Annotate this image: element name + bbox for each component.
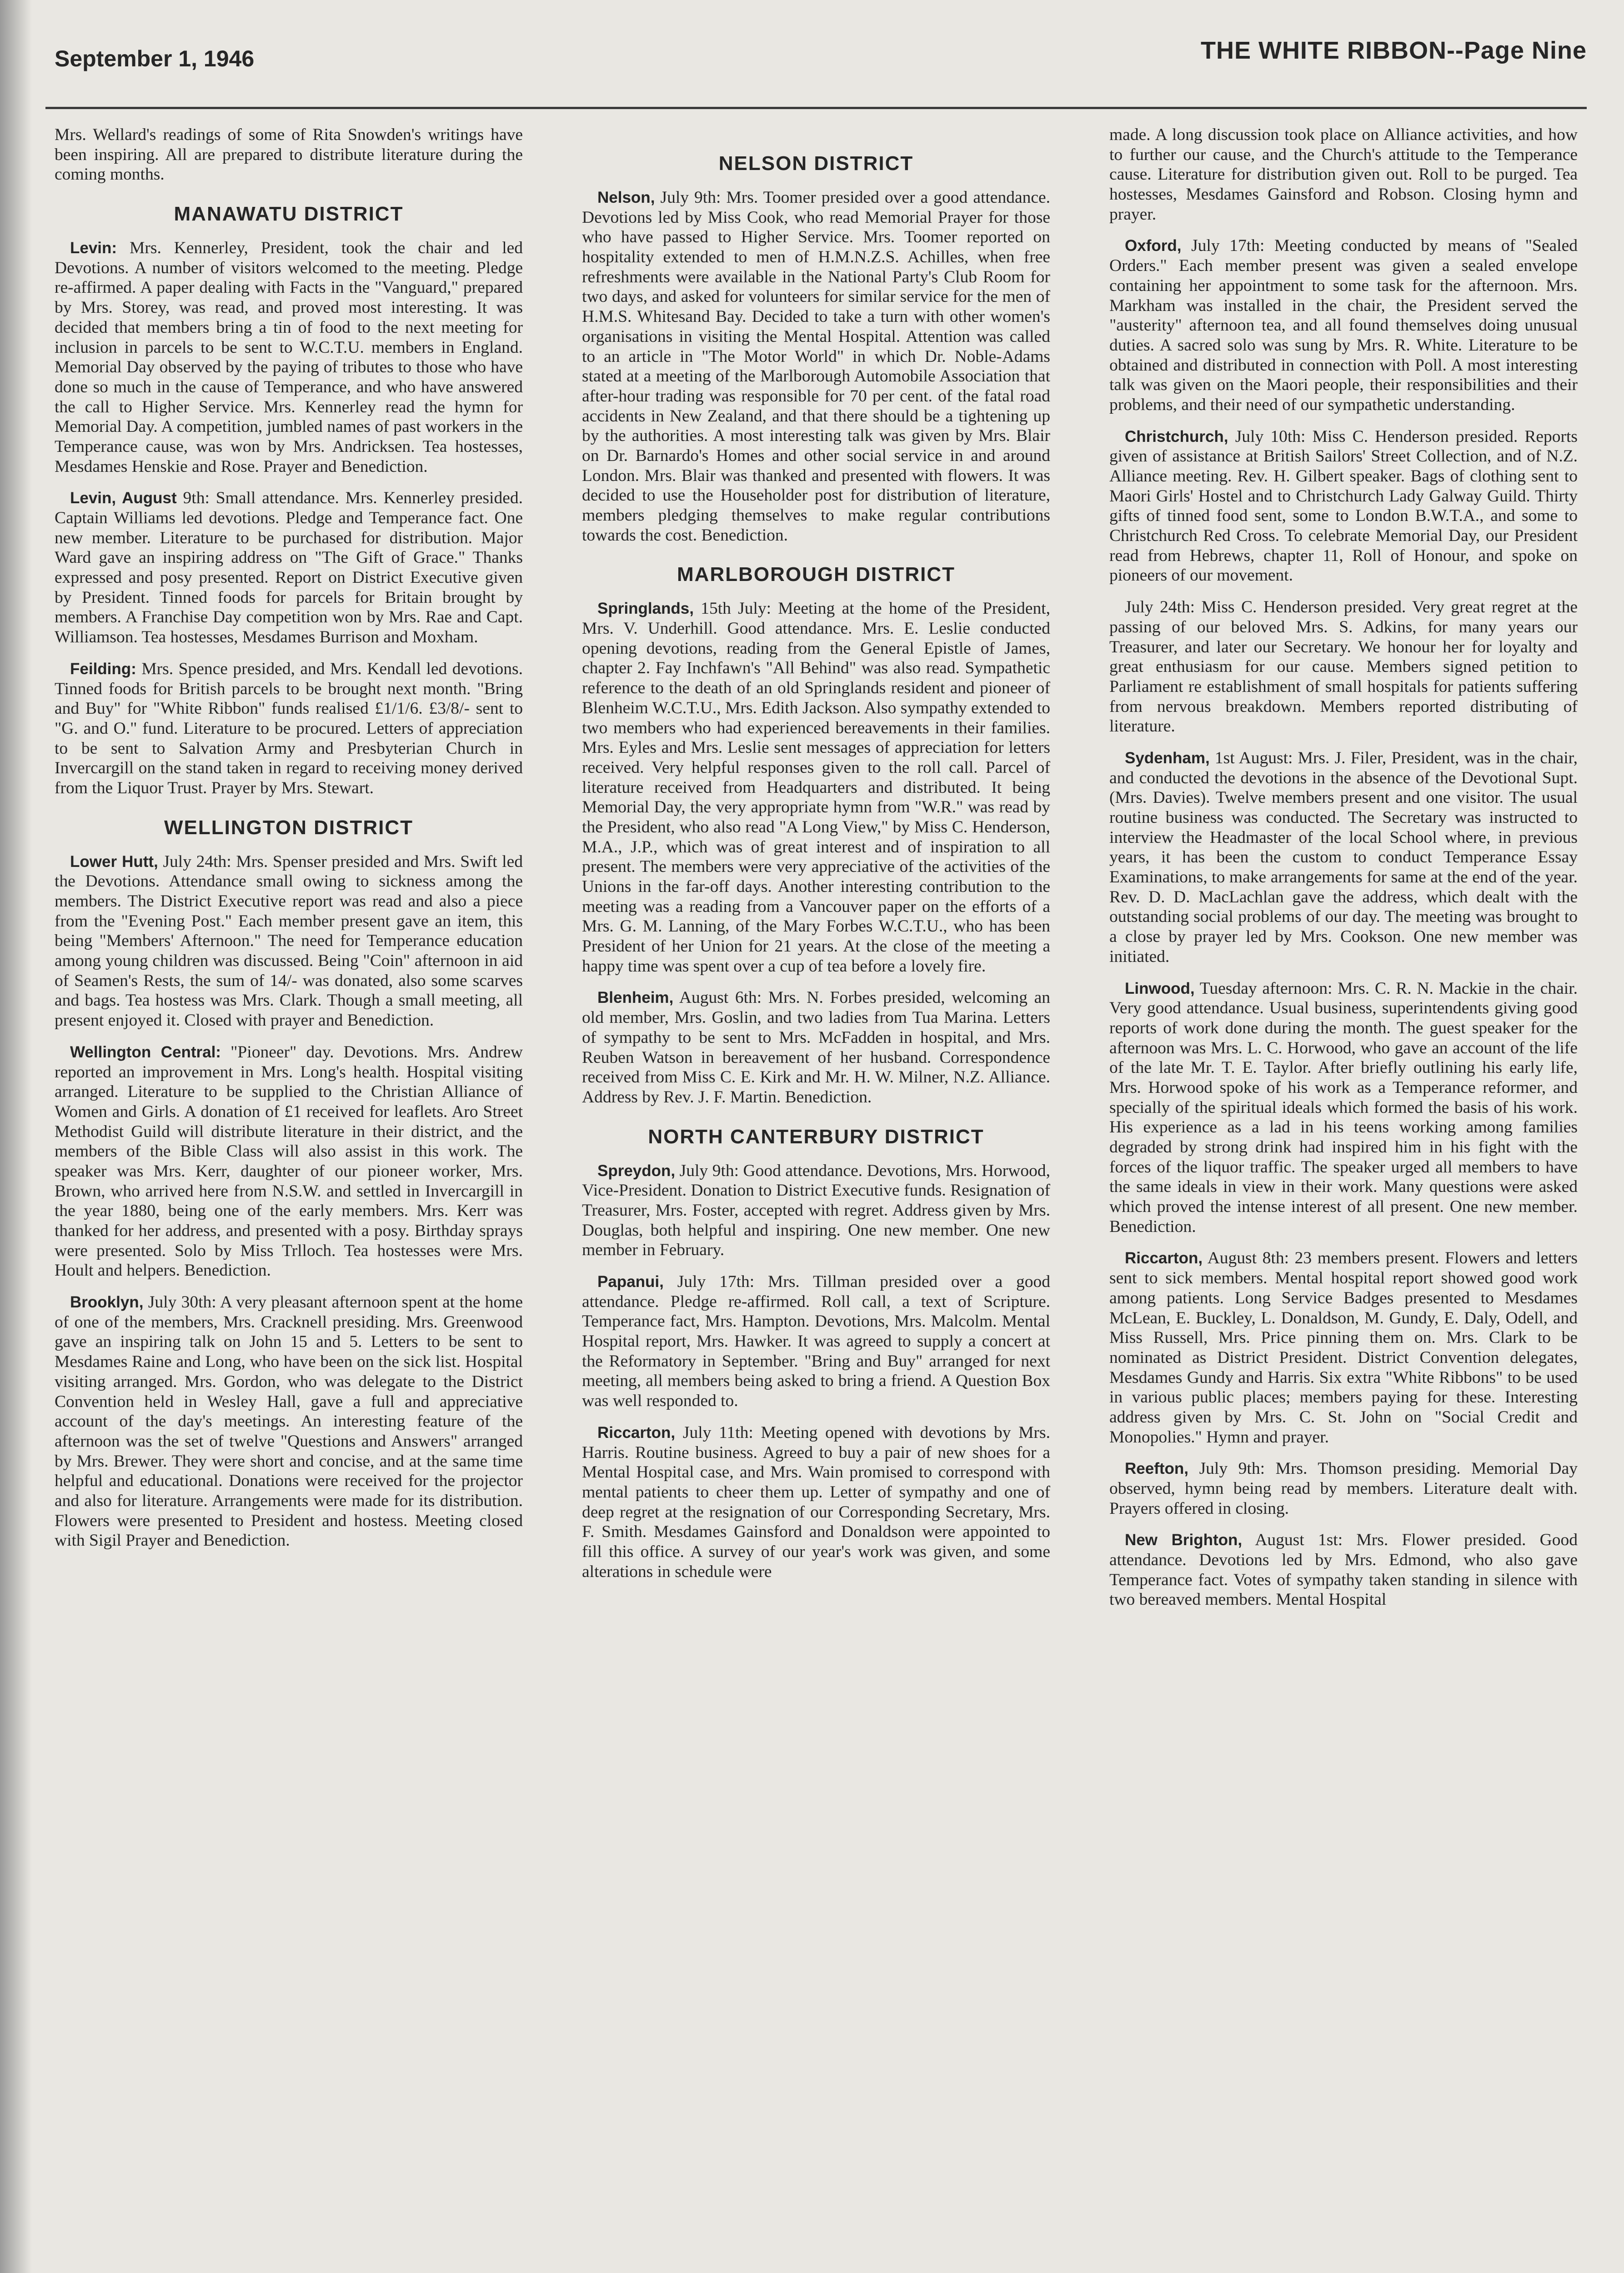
report-text: August 8th: 23 members present. Flowers and letters sent to sick members. Mental hospital report showed good work among patients. Long Service Badges presented to Mesdames McLean, E. Buckley, L. Donaldson, M. Gundy, E. Daly, Odell, and Miss Russell, Mrs. Price pinning them on. Mrs. Clark to be nominated as District President. District Convention delegates, Mesdames Gundy and Harris. Six extra "White Ribbons" to be used in various public places; members paying for these. Interesting address given by Mrs. C. St. John on "Social Credit and Monopolies." Hymn and prayer. [1109, 1249, 1578, 1447]
report-papanui [582, 1272, 1050, 1411]
report-text: August 6th: Mrs. N. Forbes presided, welcoming an old member, Mrs. Goslin, and two ladies from Tua Marina. Letters of sympathy to be sent to Mrs. McFadden in hospital, and Mrs. Reuben Watson in bereavement of her husband. Correspondence received from Miss C. E. Kirk and Mr. H. W. Milner, N.Z. Alliance. Address by Rev. J. F. Martin. Benediction. [582, 988, 1051, 1106]
report-brooklyn [55, 1292, 523, 1551]
report-text: Tuesday afternoon: Mrs. C. R. N. Mackie in the chair. Very good attendance. Usual business, superintendents giving good reports of work done during the month. The guest speaker for the afternoon was Mrs. L. C. Horwood, who gave an account of the life of the late Mr. T. E. Taylor. After briefly outlining his early life, Mrs. Horwood spoke of his work as a Temperance reformer, and specially of the spiritual ideals which formed the basis of his work. His experience as a lad in his teens working among families degraded by strong drink had inspired him in his fight with the forces of the liquor traffic. The speaker urged all members to have the same ideals in view in their work. Many questions were asked which proved the intense interest of all present. One new member. Benediction. [1109, 979, 1578, 1236]
report-text: July 24th: Mrs. Spenser presided and Mrs. Swift led the Devotions. Attendance small owing to sickness among the members. The District Executive report was read and also a piece from the "Evening Post." Each member present gave an item, this being "Members' Afternoon." The need for Temperance education among young children was discussed. Being "Coin" afternoon in aid of Seamen's Rests, the sum of 14/- was donated, also some scarves and bags. Tea hostess was Mrs. Clark. Though a small meeting, all present enjoyed it. Closed with prayer and Benediction. [55, 852, 523, 1030]
branch-name: Nelson, [597, 189, 655, 206]
branch-name: Riccarton, [1125, 1249, 1203, 1267]
report-text: "Pioneer" day. Devotions. Mrs. Andrew reported an improvement in Mrs. Long's health. Hospital visiting arranged. Literature to be supplied to the Christian Alliance of Women and Girls. A donation of £1 received for leaflets. Aro Street Methodist Guild will distribute literature in their district, and the members of the Bible Class will also assist in this work. The speaker was Mrs. Kerr, daughter of our pioneer worker, Mrs. Brown, who arrived here from N.S.W. and settled in Invercargill in the year 1880, being one of the early members. Mrs. Kerr was thanked for her address, and presented with a posy. Birthday sprays were presented. Solo by Miss Trlloch. Tea hostesses were Mrs. Hoult and helpers. Benediction. [55, 1042, 523, 1280]
report-text: July 17th: Meeting conducted by means of "Sealed Orders." Each member present was given a sealed envelope containing her appointment to some task for the afternoon. Mrs. Markham was installed in the chair, the President served the "austerity" afternoon tea, and all found themselves doing unusual duties. A sacred solo was sung by Mrs. R. White. Literature to be obtained and distributed in connection with Poll. A most interesting talk was given on the Maori people, their responsibilities and their problems, and their need of our sympathetic understanding. [1109, 236, 1578, 414]
branch-name: Lower Hutt, [70, 852, 158, 871]
report-text: 9th: Small attendance. Mrs. Kennerley presided. Captain Williams led devotions. Pledge and Temperance fact. One new member. Literature to be purchased for distribution. Major Ward gave an inspiring address on "The Gift of Grace." Thanks expressed and posy presented. Report on District Executive given by President. Tinned foods for parcels for Britain brought by members. A Franchise Day competition won by Mrs. Rae and Capt. Williamson. Tea hostesses, Mesdames Burrison and Moxham. [55, 489, 523, 647]
branch-name: Spreydon, [597, 1162, 676, 1180]
report-springlands [582, 599, 1050, 976]
branch-name: Sydenham, [1125, 749, 1210, 767]
heading-wellington: WELLINGTON DISTRICT [164, 816, 414, 839]
report-riccarton-july [582, 1423, 1050, 1582]
column-1 [55, 125, 523, 1622]
branch-name: Christchurch, [1125, 427, 1228, 446]
report-reefton [1109, 1459, 1578, 1518]
report-oxford [1109, 236, 1578, 415]
branch-name: Feilding: [70, 660, 136, 678]
report-riccarton-august [1109, 1248, 1578, 1447]
report-text: July 9th: Good attendance. Devotions, Mrs. Horwood, Vice-President. Donation to District Executive funds. Resignation of Treasurer, Mrs. Foster, accepted with regret. Address given by Mrs. Douglas, both helpful and inspiring. One new member. One new member in February. [582, 1161, 1051, 1260]
branch-name: Oxford, [1125, 237, 1182, 255]
page-header [45, 27, 1587, 82]
branch-name: Springlands, [597, 600, 694, 618]
page-binding-edge [0, 0, 32, 2273]
report-feilding [55, 659, 523, 798]
report-text: 15th July: Meeting at the home of the President, Mrs. V. Underhill. Good attendance. Mrs. E. Leslie conducted opening devotions, reading from the General Epistle of James, chapter 2. Fay Inchfawn's "All Behind" was also read. Sympathetic reference to the death of an old Springlands resident and pioneer of Blenheim W.C.T.U., Mrs. Edith Jackson. Also sympathy extended to two members who had experienced bereavements in their families. Mrs. Eyles and Mrs. Leslie sent messages of appreciation for letters received. Very helpful responses given to the roll call. Parcel of literature received from Headquarters and distributed. It being Memorial Day, the very appropriate hymn from "W.R." was read by the President, who also read "A Long View," by Miss C. Henderson, M.A., J.P., which was of great interest and of inspiration to all present. The members were very appreciative of the activities of the Unions in the far-off days. Another interesting contribution to the meeting was a reading from a Vancouver paper on the efforts of a Mrs. G. M. Lanning, of the Mary Forbes W.C.T.U., who has been President of her Union for 21 years. At the close of the meeting a happy time was spent over a cup of tea before a lovely fire. [582, 599, 1051, 976]
report-riccarton-continued: made. A long discussion took place on Alliance activities, and how to further our cause, and the Church's attitude to the Temperance cause. Literature for distribution given out. Roll to be purged. Tea hostesses, Mesdames Gainsford and Robson. Closing hymn and prayer. [1109, 125, 1578, 224]
publication-title: THE WHITE RIBBON--Page Nine [1200, 37, 1587, 64]
report-text: Mrs. Spence presided, and Mrs. Kendall led devotions. Tinned foods for British parcels to be brought next month. "Bring and Buy" for "White Ribbon" funds realised £1/1/6. £3/8/- sent to "G. and O." fund. Literature to be procured. Letters of appreciation to be sent to Salvation Army and Presbyterian Church in Invercargill on the stand taken in regard to receiving money derived from the Liquor Trust. Prayer by Mrs. Stewart. [55, 659, 523, 797]
report-spreydon [582, 1161, 1050, 1260]
branch-name: Papanui, [597, 1273, 664, 1291]
report-text: July 17th: Mrs. Tillman presided over a good attendance. Pledge re-affirmed. Roll call, a text of Scripture. Temperance fact, Mrs. Hampton. Devotions, Mrs. Malcolm. Mental Hospital report, Mrs. Hawker. It was agreed to supply a concert at the Reformatory in September. "Bring and Buy" arranged for next meeting, all members being asked to bring a friend. A Question Box was well responded to. [582, 1272, 1051, 1411]
report-nelson [582, 188, 1050, 545]
report-text: July 9th: Mrs. Thomson presiding. Memorial Day observed, hymn being read by members. Literature dealt with. Prayers offered in closing. [1109, 1459, 1578, 1518]
issue-date: September 1, 1946 [55, 46, 255, 71]
report-blenheim [582, 988, 1050, 1107]
report-text: 1st August: Mrs. J. Filer, President, was in the chair, and conducted the devotions in the absence of the Devotional Supt. (Mrs. Davies). Twelve members present and one visitor. The usual routine business was conducted. The Secretary was instructed to interview the Headmaster of the local School where, in previous years, it has been the custom to conduct Temperance Essay Examinations, to make arrangements for same at the end of the year. Rev. D. D. MacLachlan gave the address, which dealt with the outstanding social problems of our day. The meeting was brought to a close by prayer led by Mrs. Cookson. One new member was initiated. [1109, 748, 1578, 966]
heading-marlborough: MARLBOROUGH DISTRICT [677, 563, 955, 586]
report-text: July 30th: A very pleasant afternoon spent at the home of one of the members, Mrs. Cracknell presiding. Mrs. Greenwood gave an inspiring talk on John 15 and 5. Letters to be sent to Mesdames Raine and Long, who have been on the sick list. Hospital visiting arranged. Mrs. Gordon, who was delegate to the District Convention held in Wesley Hall, gave a full and appreciative account of the day's meetings. An interesting feature of the afternoon was the set of twelve "Questions and Answers" arranged by Mrs. Brewer. They were short and concise, and at the same time helpful and educational. Donations were received for the projector and also for literature. Arrangements were made for its distribution. Flowers were presented to President and hostess. Meeting closed with Sigil Prayer and Benediction. [55, 1293, 523, 1550]
report-levin [55, 238, 523, 476]
branch-name: Riccarton, [597, 1423, 676, 1442]
column-2 [582, 125, 1050, 1622]
branch-name: Wellington Central: [70, 1043, 221, 1061]
branch-name: Linwood, [1125, 979, 1195, 997]
report-new-brighton [1109, 1530, 1578, 1610]
report-levin-august [55, 488, 523, 647]
report-text: July 9th: Mrs. Toomer presided over a good attendance. Devotions led by Miss Cook, who read Memorial Prayer for those who have passed to Higher Service. Mrs. Toomer reported on hospitality extended to men of H.M.N.Z.S. Achilles, when free refreshments were available in the National Party's Club Room for two days, and asked for volunteers for similar service for the men of H.M.S. Whitesand Bay. Decided to take a turn with other women's organisations in visiting the Mental Hospital. Attention was called to an article in "The Motor World" in which Dr. Noble-Adams stated at a meeting of the Marlborough Automobile Association that after-hour trading was responsible for 70 per cent. of the fatal road accidents in New Zealand, and that there should be a tightening up by the authorities. A most interesting talk was given by Mrs. Blair on Dr. Barnardo's Homes and other social service in and around London. Mrs. Blair was thanked and presented with flowers. It was decided to use the Householder post for distribution of literature, members pledging themselves to make regular contributions towards the cost. Benediction. [582, 188, 1051, 545]
report-wellington-central [55, 1042, 523, 1281]
report-linwood [1109, 979, 1578, 1237]
report-sydenham [1109, 748, 1578, 967]
heading-north-canterbury: NORTH CANTERBURY DISTRICT [648, 1125, 984, 1148]
branch-name: Levin: [70, 239, 117, 257]
report-text: July 11th: Meeting opened with devotions by Mrs. Harris. Routine business. Agreed to buy a pair of new shoes for a Mental Hospital case, and Mrs. Wain promised to correspond with mental patients to cheer them up. Letter of sympathy and one of deep regret at the resignation of our Corresponding Secretary, Mrs. F. Smith. Mesdames Gainsford and Donaldson were appointed to fill this office. A survey of our year's work was given, and some alterations in schedule were [582, 1423, 1050, 1581]
branch-name: Levin, August [70, 489, 177, 507]
report-text: August 1st: Mrs. Flower presided. Good attendance. Devotions led by Mrs. Edmond, who also gave Temperance fact. Votes of sympathy taken standing in silence with two bereaved members. Mental Hospital [1109, 1531, 1578, 1609]
report-christchurch-july-24: July 24th: Miss C. Henderson presided. Very great regret at the passing of our beloved Mrs. S. Adkins, for many years our Treasurer, and later our Secretary. We honour her for loyalty and great enthusiasm for our cause. Members signed petition to Parliament re establishment of small hospitals for patients suffering from nervous breakdown. Members reported distributing of literature. [1109, 598, 1578, 736]
report-text: July 10th: Miss C. Henderson presided. Reports given of assistance at British Sailors' Street Collection, and of N.Z. Alliance meeting. Rev. H. Gilbert speaker. Bags of clothing sent to Maori Girls' Hostel and to Christchurch Lady Galway Guild. Thirty gifts of tinned food sent, some to London B.W.T.A., and some to Christchurch Red Cross. To celebrate Memorial Day, our President read from Hebrews, chapter 11, Roll of Honour, and spoke on pioneers of our movement. [1109, 427, 1578, 585]
branch-name: Blenheim, [597, 989, 674, 1007]
report-text: Mrs. Kennerley, President, took the chair and led Devotions. A number of visitors welcomed to the meeting. Pledge re-affirmed. A paper dealing with Facts in the "Vanguard," prepared by Mrs. Storey, was read, and proved most interesting. It was decided that members bring a tin of food to the next meeting for inclusion in parcels to be sent to W.C.T.U. members in England. Memorial Day observed by the paying of tributes to those who have done so much in the cause of Temperance, and who have answered the call to Higher Service. Mrs. Kennerley read the hymn for Memorial Day. A competition, jumbled names of past workers in the Temperance cause, was won by Mrs. Andricksen. Tea hostesses, Mesdames Henskie and Rose. Prayer and Benediction. [55, 239, 523, 476]
newspaper-page [45, 27, 1587, 2273]
branch-name: Brooklyn, [70, 1293, 144, 1312]
column-3 [1109, 125, 1578, 1622]
heading-nelson: NELSON DISTRICT [718, 152, 914, 175]
branch-name: Reefton, [1125, 1460, 1188, 1478]
branch-name: New Brighton, [1125, 1531, 1243, 1549]
report-lower-hutt [55, 852, 523, 1031]
heading-manawatu: MANAWATU DISTRICT [174, 203, 404, 225]
intro-paragraph: Mrs. Wellard's readings of some of Rita Snowden's writings have been inspiring. All are prepared to distribute literature during the coming months. [55, 125, 523, 184]
report-christchurch [1109, 427, 1578, 586]
article-columns [55, 125, 1587, 1622]
header-rule [45, 107, 1587, 109]
